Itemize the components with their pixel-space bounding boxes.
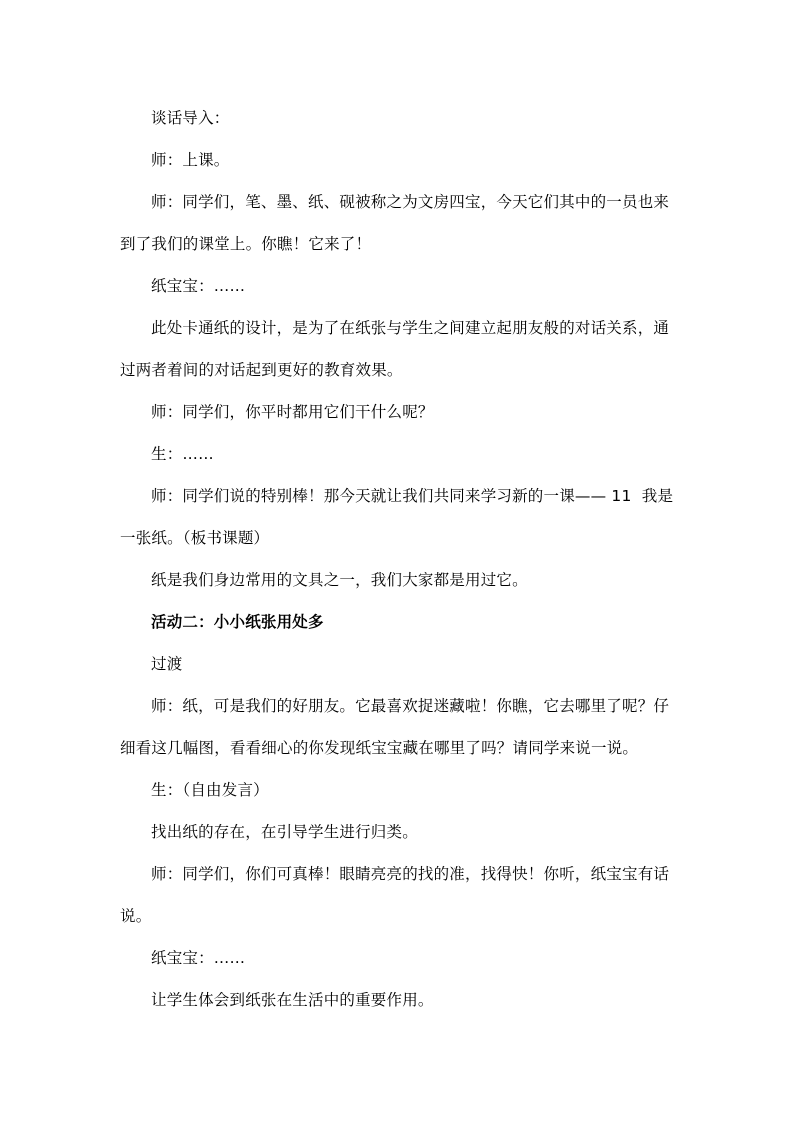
paragraph-teacher-four-treasures: 师：同学们，笔、墨、纸、砚被称之为文房四宝，今天它们其中的一员也来到了我们的课堂上。你瞧！它来了！	[120, 193, 670, 253]
paragraph-paper-baby-2: 纸宝宝：……	[151, 949, 246, 967]
paragraph-student-free-speech: 生：（自由发言）	[151, 781, 269, 799]
paragraph-paper-common: 纸是我们身边常用的文具之一，我们大家都是用过它。	[151, 571, 528, 589]
paragraph-teacher-lesson-title: 师：同学们说的特别棒！那今天就让我们共同来学习新的一课—— 11 我是一张纸。（板书课题）	[120, 487, 674, 547]
paragraph-importance-note: 让学生体会到纸张在生活中的重要作用。	[151, 991, 434, 1009]
paragraph-teacher-start: 师：上课。	[151, 151, 230, 169]
paragraph-teacher-praise: 师：同学们，你们可真棒！眼睛亮亮的找的准，找得快！你听，纸宝宝有话说。	[120, 865, 670, 925]
paragraph-design-note: 此处卡通纸的设计，是为了在纸张与学生之间建立起朋友般的对话关系，通过两者着间的对话起到更好的教育效果。	[120, 319, 670, 379]
section-heading-activity-two: 活动二：小小纸张用处多	[151, 613, 324, 631]
paragraph-teacher-hide-seek: 师：纸，可是我们的好朋友。它最喜欢捉迷藏啦！你瞧，它去哪里了呢？仔细看这几幅图，看看细心的你发现纸宝宝藏在哪里了吗？请同学来说一说。	[120, 697, 670, 757]
paragraph-transition: 过渡	[151, 655, 183, 673]
paragraph-classify-note: 找出纸的存在，在引导学生进行归类。	[151, 823, 418, 841]
paragraph-paper-baby-1: 纸宝宝：……	[151, 277, 246, 295]
paragraph-student-1: 生：……	[151, 445, 214, 463]
paragraph-intro-heading: 谈话导入：	[151, 109, 230, 127]
paragraph-teacher-question: 师：同学们，你平时都用它们干什么呢？	[151, 403, 434, 421]
